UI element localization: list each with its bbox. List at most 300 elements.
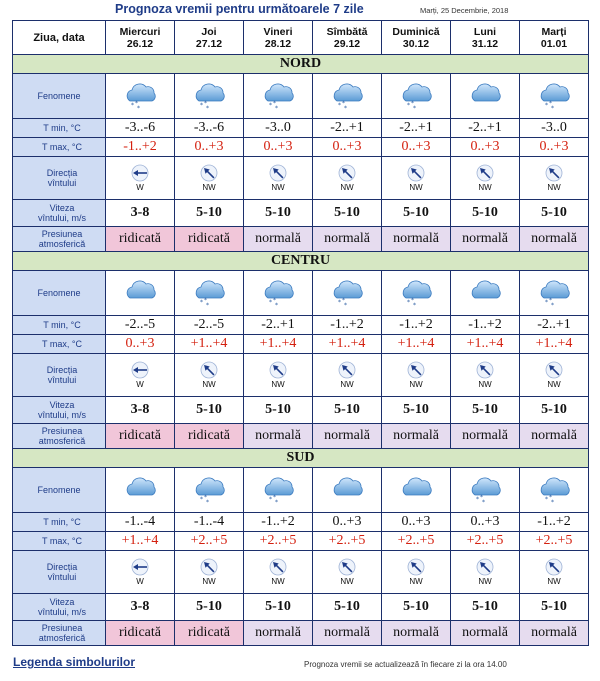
tmax-label-text: T max, °C [42,536,82,546]
wind-arrow-icon [131,164,149,182]
tmin-value: -2..+1 [520,316,589,335]
wind-direction-cell [313,354,382,397]
cloud-snow-icon [175,74,244,119]
wind-direction-value: NW [271,380,285,389]
wind-direction-value: W [136,380,144,389]
wind-direction-cell [520,157,589,200]
pressure-value: normală [313,227,382,252]
wind-direction-label [13,157,106,200]
cloud-icon [106,468,175,513]
phenomena-row [13,468,589,513]
tmax-value: 0..+3 [106,335,175,354]
wind-speed-value: 5-10 [382,200,451,227]
cloud-icon [382,468,451,513]
wind-direction-cell [106,157,175,200]
wind-speed-label-text-2: vîntului, m/s [37,607,86,617]
day-date: 26.12 [126,37,154,50]
tmax-value: +2..+5 [451,532,520,551]
svg-text:*: * [338,299,341,306]
tmin-value: -1..+2 [382,316,451,335]
day-date-label-text: Ziua, data [33,31,85,44]
wind-speed-row [13,200,589,227]
phenomena-row [13,74,589,119]
tmin-value: -3..0 [244,119,313,138]
wind-speed-value: 5-10 [520,200,589,227]
svg-text:*: * [411,100,414,107]
day-header [244,21,313,55]
pressure-value: normală [313,424,382,449]
pressure-value: normală [382,424,451,449]
wind-arrow-icon [407,361,425,379]
wind-speed-label-text-2: vîntului, m/s [37,213,86,223]
svg-text:*: * [551,499,554,505]
pressure-value: ridicată [175,621,244,646]
tmin-value: -1..+2 [313,316,382,335]
svg-text:*: * [545,102,548,109]
wind-direction-value: NW [340,183,354,192]
phenomena-label [13,74,106,119]
day-header [382,21,451,55]
cloud-snow-icon [175,271,244,316]
wind-arrow-icon [476,361,494,379]
wind-direction-value: NW [340,380,354,389]
wind-direction-cell [175,551,244,594]
tmin-value: -1..+2 [244,513,313,532]
pressure-label [13,621,106,646]
tmax-label-text: T max, °C [42,339,82,349]
wind-direction-value: NW [202,183,216,192]
day-header [175,21,244,55]
day-header [313,21,382,55]
wind-direction-label-text: Direcția [46,562,78,572]
svg-text:*: * [482,499,485,505]
pressure-label-text-2: atmosferică [38,239,86,249]
wind-speed-label [13,594,106,621]
pressure-value: normală [520,621,589,646]
svg-text:*: * [342,100,345,107]
wind-speed-row [13,594,589,621]
wind-direction-cell [451,551,520,594]
tmax-value: 0..+3 [313,138,382,157]
tmax-value: +2..+5 [520,532,589,551]
top-bar [0,0,600,20]
cloud-icon [451,74,520,119]
day-date: 28.12 [264,37,292,50]
wind-speed-value: 5-10 [244,397,313,424]
cloud-icon [451,271,520,316]
wind-speed-label-text: Viteza [49,597,75,607]
wind-arrow-icon [131,558,149,576]
legend-link[interactable]: Legenda simbolurilor [13,655,136,669]
wind-direction-value: W [136,577,144,586]
wind-direction-value: NW [202,380,216,389]
wind-direction-value: NW [202,577,216,586]
svg-text:*: * [342,297,345,304]
tmin-value: -2..-5 [175,316,244,335]
pressure-value: ridicată [175,424,244,449]
pressure-row [13,424,589,449]
day-name: Marți [541,25,567,38]
tmin-value: -2..+1 [451,119,520,138]
pressure-value: normală [382,227,451,252]
day-name: Vineri [263,25,293,38]
forecast-table [12,20,589,646]
day-name: Miercuri [119,25,161,38]
wind-arrow-icon [476,558,494,576]
wind-direction-cell [106,354,175,397]
svg-text:*: * [275,499,278,505]
wind-speed-label [13,397,106,424]
svg-text:*: * [549,100,552,107]
tmin-value: -3..-6 [175,119,244,138]
tmax-value: +1..+4 [382,335,451,354]
wind-direction-value: NW [547,577,561,586]
wind-speed-row [13,397,589,424]
wind-direction-value: NW [271,183,285,192]
svg-text:*: * [413,302,416,308]
svg-text:*: * [413,105,416,111]
svg-text:*: * [549,494,552,501]
tmax-row [13,138,589,157]
day-name: Sîmbătă [326,25,368,38]
wind-direction-cell [382,157,451,200]
wind-arrow-icon [269,361,287,379]
tmax-value: +2..+5 [382,532,451,551]
svg-text:*: * [269,299,272,306]
svg-text:*: * [137,105,140,111]
wind-direction-cell [382,551,451,594]
wind-arrow-icon [545,361,563,379]
tmin-row [13,513,589,532]
cloud-snow-icon [244,74,313,119]
region-name: CENTRU [13,252,589,271]
region-header [13,55,589,74]
wind-speed-label-text: Viteza [49,203,75,213]
phenomena-label-text: Fenomene [37,288,81,298]
pressure-value: normală [313,621,382,646]
wind-direction-label-text-2: vîntului [47,375,77,385]
svg-text:*: * [344,105,347,111]
pressure-value: normală [520,227,589,252]
day-date: 30.12 [402,37,430,50]
cloud-snow-icon [106,74,175,119]
wind-direction-cell [313,551,382,594]
tmax-value: +1..+4 [520,335,589,354]
wind-arrow-icon [407,558,425,576]
cloud-snow-icon [382,74,451,119]
wind-direction-value: W [136,183,144,192]
tmax-label [13,335,106,354]
wind-speed-value: 5-10 [520,594,589,621]
tmax-value: +1..+4 [106,532,175,551]
cloud-snow-icon [175,468,244,513]
pressure-value: ridicată [175,227,244,252]
wind-arrow-icon [338,164,356,182]
wind-direction-label-text-2: vîntului [47,178,77,188]
day-header-row [13,21,589,55]
wind-speed-value: 5-10 [451,200,520,227]
wind-speed-value: 3-8 [106,594,175,621]
wind-arrow-icon [131,361,149,379]
tmax-value: +2..+5 [244,532,313,551]
svg-text:*: * [551,302,554,308]
svg-text:*: * [204,100,207,107]
tmax-row [13,335,589,354]
wind-speed-label-text-2: vîntului, m/s [37,410,86,420]
pressure-label-text-2: atmosferică [38,633,86,643]
tmax-value: +1..+4 [451,335,520,354]
pressure-label-text-2: atmosferică [38,436,86,446]
pressure-value: normală [451,227,520,252]
wind-direction-value: NW [409,183,423,192]
cloud-snow-icon [451,468,520,513]
wind-speed-value: 3-8 [106,397,175,424]
wind-direction-cell [451,157,520,200]
day-header [106,21,175,55]
pressure-row [13,621,589,646]
svg-text:*: * [480,494,483,501]
tmax-value: +1..+4 [175,335,244,354]
day-name: Luni [473,25,497,38]
wind-arrow-icon [338,361,356,379]
wind-direction-value: NW [409,380,423,389]
pressure-label-text: Presiunea [41,426,83,436]
tmin-label-text: T min, °C [43,123,81,133]
wind-speed-value: 5-10 [382,594,451,621]
wind-speed-value: 5-10 [313,200,382,227]
svg-text:*: * [131,102,134,109]
phenomena-label-text: Fenomene [37,485,81,495]
cloud-snow-icon [520,74,589,119]
wind-arrow-icon [407,164,425,182]
day-name: Duminică [392,25,440,38]
phenomena-row [13,271,589,316]
pressure-value: normală [382,621,451,646]
wind-direction-value: NW [478,577,492,586]
svg-text:*: * [273,100,276,107]
wind-direction-label-text: Direcția [46,365,78,375]
tmin-value: -3..0 [520,119,589,138]
svg-text:*: * [407,102,410,109]
wind-direction-cell [520,354,589,397]
wind-arrow-icon [338,558,356,576]
wind-speed-value: 5-10 [313,397,382,424]
pressure-value: normală [244,424,313,449]
wind-direction-cell [451,354,520,397]
region-name: NORD [13,55,589,74]
region-name: SUD [13,449,589,468]
svg-text:*: * [200,102,203,109]
tmin-value: -2..+1 [244,316,313,335]
svg-text:*: * [200,299,203,306]
tmax-value: 0..+3 [520,138,589,157]
day-header [520,21,589,55]
svg-text:*: * [407,299,410,306]
svg-text:*: * [206,302,209,308]
pressure-label [13,227,106,252]
wind-direction-value: NW [478,380,492,389]
tmax-value: 0..+3 [382,138,451,157]
wind-arrow-icon [545,558,563,576]
svg-text:*: * [545,299,548,306]
region-header [13,449,589,468]
svg-text:*: * [338,102,341,109]
wind-direction-value: NW [340,577,354,586]
wind-speed-value: 5-10 [451,594,520,621]
wind-direction-row [13,157,589,200]
wind-speed-value: 5-10 [175,200,244,227]
wind-direction-value: NW [409,577,423,586]
day-date: 01.01 [540,37,568,50]
wind-direction-cell [313,157,382,200]
svg-text:*: * [269,102,272,109]
svg-text:*: * [273,297,276,304]
wind-speed-value: 5-10 [175,397,244,424]
wind-speed-value: 5-10 [451,397,520,424]
phenomena-label [13,468,106,513]
svg-text:*: * [549,297,552,304]
wind-direction-cell [175,157,244,200]
wind-arrow-icon [200,558,218,576]
region-header [13,252,589,271]
tmin-value: 0..+3 [313,513,382,532]
tmax-value: +2..+5 [175,532,244,551]
tmin-value: -2..-5 [106,316,175,335]
tmin-value: -2..+1 [313,119,382,138]
tmax-value: 0..+3 [451,138,520,157]
tmin-row [13,119,589,138]
cloud-snow-icon [244,271,313,316]
wind-direction-row [13,551,589,594]
cloud-snow-icon [313,74,382,119]
day-name: Joi [201,25,217,38]
page-title: Prognoza vremii pentru următoarele 7 zile [115,2,364,16]
svg-text:*: * [411,297,414,304]
svg-text:*: * [551,105,554,111]
tmax-label-text: T max, °C [42,142,82,152]
svg-text:*: * [204,494,207,501]
tmin-label [13,513,106,532]
tmax-value: 0..+3 [244,138,313,157]
tmax-row [13,532,589,551]
day-date-label [13,21,106,55]
pressure-value: normală [451,621,520,646]
wind-direction-row [13,354,589,397]
wind-direction-label [13,551,106,594]
wind-direction-cell [106,551,175,594]
svg-text:*: * [200,496,203,503]
wind-direction-value: NW [478,183,492,192]
svg-text:*: * [344,302,347,308]
wind-direction-label [13,354,106,397]
tmax-label [13,532,106,551]
svg-text:*: * [476,496,479,503]
tmin-row [13,316,589,335]
wind-speed-value: 5-10 [313,594,382,621]
cloud-snow-icon [313,271,382,316]
svg-text:*: * [206,499,209,505]
wind-arrow-icon [476,164,494,182]
wind-arrow-icon [269,558,287,576]
svg-text:*: * [275,105,278,111]
wind-direction-cell [244,354,313,397]
wind-speed-value: 5-10 [244,594,313,621]
tmin-value: 0..+3 [451,513,520,532]
tmin-value: -3..-6 [106,119,175,138]
cloud-snow-icon [520,271,589,316]
wind-direction-value: NW [271,577,285,586]
day-date: 27.12 [195,37,223,50]
pressure-label [13,424,106,449]
tmax-value: +1..+4 [244,335,313,354]
tmax-value: -1..+2 [106,138,175,157]
tmax-value: +1..+4 [313,335,382,354]
tmin-value: -1..-4 [106,513,175,532]
tmin-value: -1..-4 [175,513,244,532]
wind-direction-label-text-2: vîntului [47,572,77,582]
wind-arrow-icon [200,361,218,379]
pressure-row [13,227,589,252]
wind-direction-value: NW [547,380,561,389]
day-date: 31.12 [471,37,499,50]
svg-text:*: * [545,496,548,503]
tmin-value: 0..+3 [382,513,451,532]
wind-arrow-icon [200,164,218,182]
tmin-label [13,119,106,138]
wind-speed-value: 5-10 [175,594,244,621]
wind-speed-value: 5-10 [520,397,589,424]
tmin-value: -1..+2 [451,316,520,335]
tmax-value: 0..+3 [175,138,244,157]
svg-text:*: * [135,100,138,107]
tmin-value: -2..+1 [382,119,451,138]
pressure-label-text: Presiunea [41,623,83,633]
tmin-label-text: T min, °C [43,320,81,330]
pressure-value: ridicată [106,227,175,252]
wind-direction-cell [244,551,313,594]
day-date: 29.12 [333,37,361,50]
wind-speed-value: 5-10 [244,200,313,227]
tmax-label [13,138,106,157]
svg-text:*: * [204,297,207,304]
svg-text:*: * [206,105,209,111]
wind-direction-cell [382,354,451,397]
pressure-value: normală [520,424,589,449]
wind-arrow-icon [545,164,563,182]
wind-speed-value: 5-10 [382,397,451,424]
phenomena-label [13,271,106,316]
update-note: Prognoza vremii se actualizează în fiecare zi la ora 14.00 [304,660,507,669]
wind-arrow-icon [269,164,287,182]
wind-direction-cell [175,354,244,397]
pressure-value: ridicată [106,424,175,449]
wind-direction-cell [520,551,589,594]
svg-text:*: * [273,494,276,501]
svg-text:*: * [269,496,272,503]
wind-speed-value: 3-8 [106,200,175,227]
phenomena-label-text: Fenomene [37,91,81,101]
pressure-value: normală [244,621,313,646]
cloud-snow-icon [382,271,451,316]
cloud-snow-icon [520,468,589,513]
pressure-value: ridicată [106,621,175,646]
cloud-icon [106,271,175,316]
cloud-snow-icon [244,468,313,513]
current-date: Marți, 25 Decembrie, 2018 [420,6,509,15]
tmin-label-text: T min, °C [43,517,81,527]
wind-direction-cell [244,157,313,200]
pressure-label-text: Presiunea [41,229,83,239]
